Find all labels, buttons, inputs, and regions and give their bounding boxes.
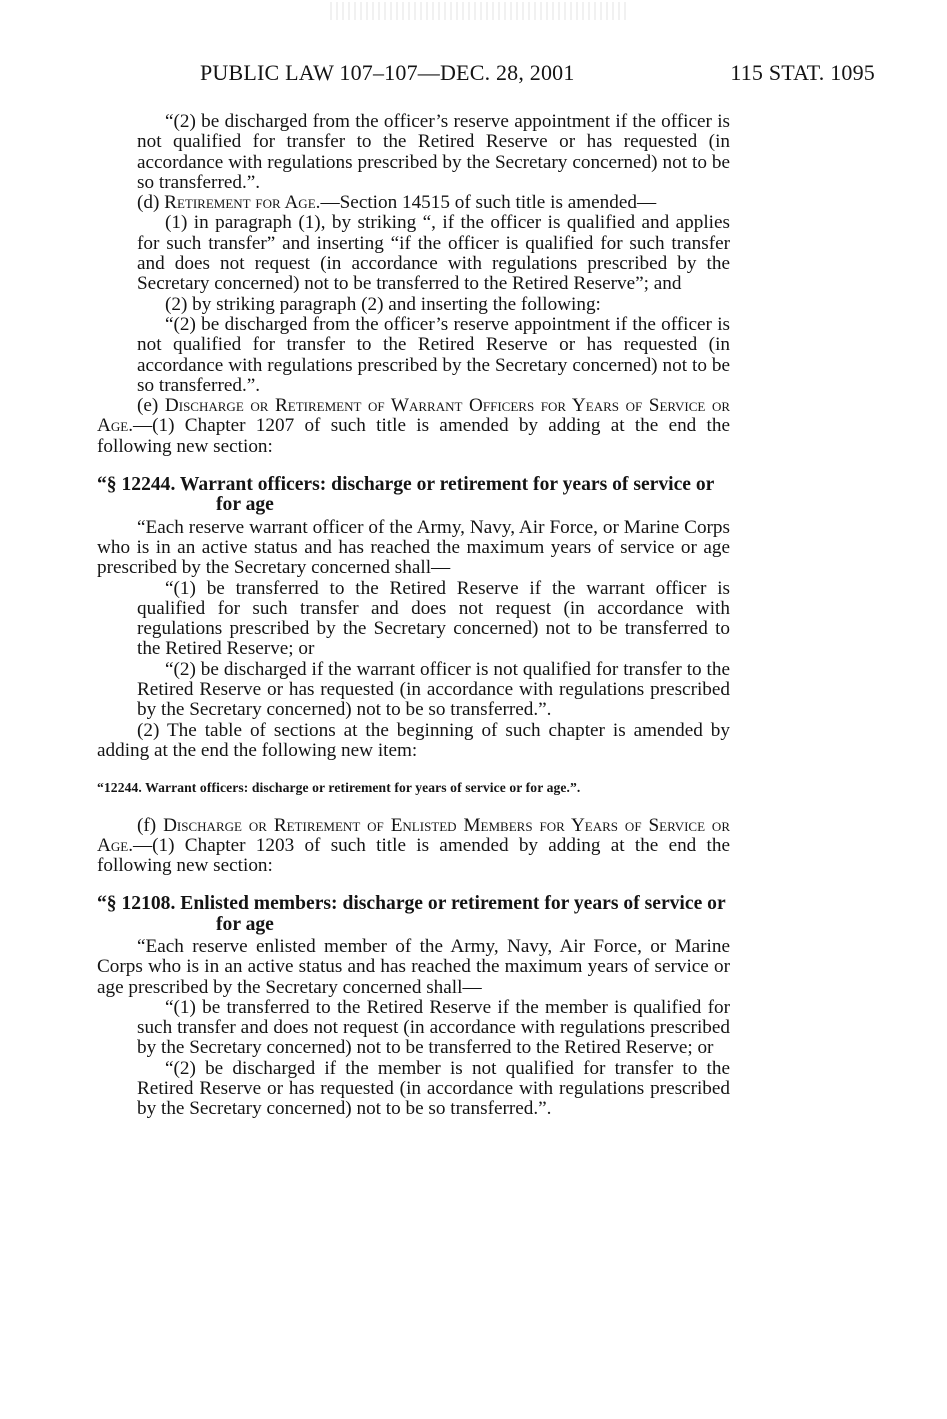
- section-12108-number: “§ 12108.: [97, 893, 176, 915]
- paragraph-d2-quote: “(2) be discharged from the officer’s reserve appointment if the officer is not qualified for transfer to the Retired Reserve or has requested (in accordance with regulations prescribed by the Secretary concerned) not to be so transferred.”.: [137, 313, 730, 396]
- subsection-d-caption: Retirement for Age: [164, 192, 316, 214]
- section-12244-title: Warrant officers: discharge or retirement for years of service or for age: [179, 474, 715, 516]
- subsection-d-label: (d): [137, 192, 160, 214]
- section-12244-intro: “Each reserve warrant officer of the Army, Navy, Air Force, or Marine Corps who is in an active status and has reached the maximum years of service or age prescribed by the Secretary concerned shall—: [97, 516, 730, 579]
- subsection-e: [97, 396, 730, 457]
- subsection-e-label: (e): [137, 395, 159, 417]
- paragraph-d2: (2) by striking paragraph (2) and inserting the following:: [165, 293, 601, 315]
- paragraph-d1: (1) in paragraph (1), by striking “, if the officer is qualified and applies for such transfer” and inserting “if the officer is qualified for such transfer and does not request (in accordance with regulations prescribed by the Secretary concerned) not to be transferred to the Retired Reserve”; and: [137, 212, 730, 295]
- quoted-paragraph-2: “(2) be discharged from the officer’s reserve appointment if the officer is not qualified for transfer to the Retired Reserve or has requested (in accordance with regulations prescribed by the Secretary concerned) not to be so transferred.”.: [137, 111, 730, 193]
- subsection-e-text: .—(1) Chapter 1207 of such title is amended by adding at the end the following new section:: [97, 415, 730, 457]
- section-12108-title: Enlisted members: discharge or retirement for years of service or for age: [180, 893, 726, 935]
- subsection-d-text: .—Section 14515 of such title is amended—: [315, 192, 657, 214]
- section-12244-number: “§ 12244.: [97, 474, 176, 496]
- subsection-d: [97, 193, 730, 213]
- header-stat-page: 115 STAT. 1095: [730, 60, 875, 85]
- scan-artifact: [330, 2, 630, 20]
- header-public-law: PUBLIC LAW 107–107—DEC. 28, 2001: [200, 60, 575, 85]
- document-body: [97, 112, 730, 1120]
- section-12244-para-1: “(1) be transferred to the Retired Reserve if the warrant officer is qualified for such transfer and does not request (in accordance with regulations prescribed by the Secretary concerned) not to be transferred to the Retired Reserve; or: [137, 577, 730, 660]
- section-12108-intro: “Each reserve enlisted member of the Army, Navy, Air Force, or Marine Corps who is in an active status and has reached the maximum years of service or age prescribed by the Secretary concerned shall—: [97, 935, 730, 998]
- section-12244-heading: [97, 475, 730, 516]
- subsection-f-label: (f): [137, 814, 157, 836]
- section-12108-para-1: “(1) be transferred to the Retired Reserve if the member is qualified for such transfer and does not request (in accordance with regulations prescribed by the Secretary concerned) not to be transferred to the Retired Reserve; or: [137, 996, 730, 1059]
- table-of-sections-item: “12244. Warrant officers: discharge or retirement for years of service or for age.”.: [97, 780, 581, 796]
- subsection-f-caption: Discharge or Retirement of Enlisted Members for Years of Service or Age: [97, 814, 730, 856]
- section-12108-para-2: “(2) be discharged if the member is not qualified for transfer to the Retired Reserve or has requested (in accordance with regulations prescribed by the Secretary concerned) not to be so transferred.”.: [137, 1057, 730, 1120]
- subsection-f-text: .—(1) Chapter 1203 of such title is amended by adding at the end the following new section:: [97, 834, 730, 877]
- subsection-f: [97, 816, 730, 877]
- section-12244-para-2: “(2) be discharged if the warrant officer is not qualified for transfer to the Retired Reserve or has requested (in accordance with regulations prescribed by the Secretary concerned) not to be so transferred.”.: [137, 658, 730, 721]
- paragraph-e2: (2) The table of sections at the beginning of such chapter is amended by adding at the end the following new item:: [97, 719, 730, 761]
- section-12108-heading: [97, 894, 730, 935]
- subsection-e-caption: Discharge or Retirement of Warrant Officers for Years of Service or Age: [97, 395, 730, 437]
